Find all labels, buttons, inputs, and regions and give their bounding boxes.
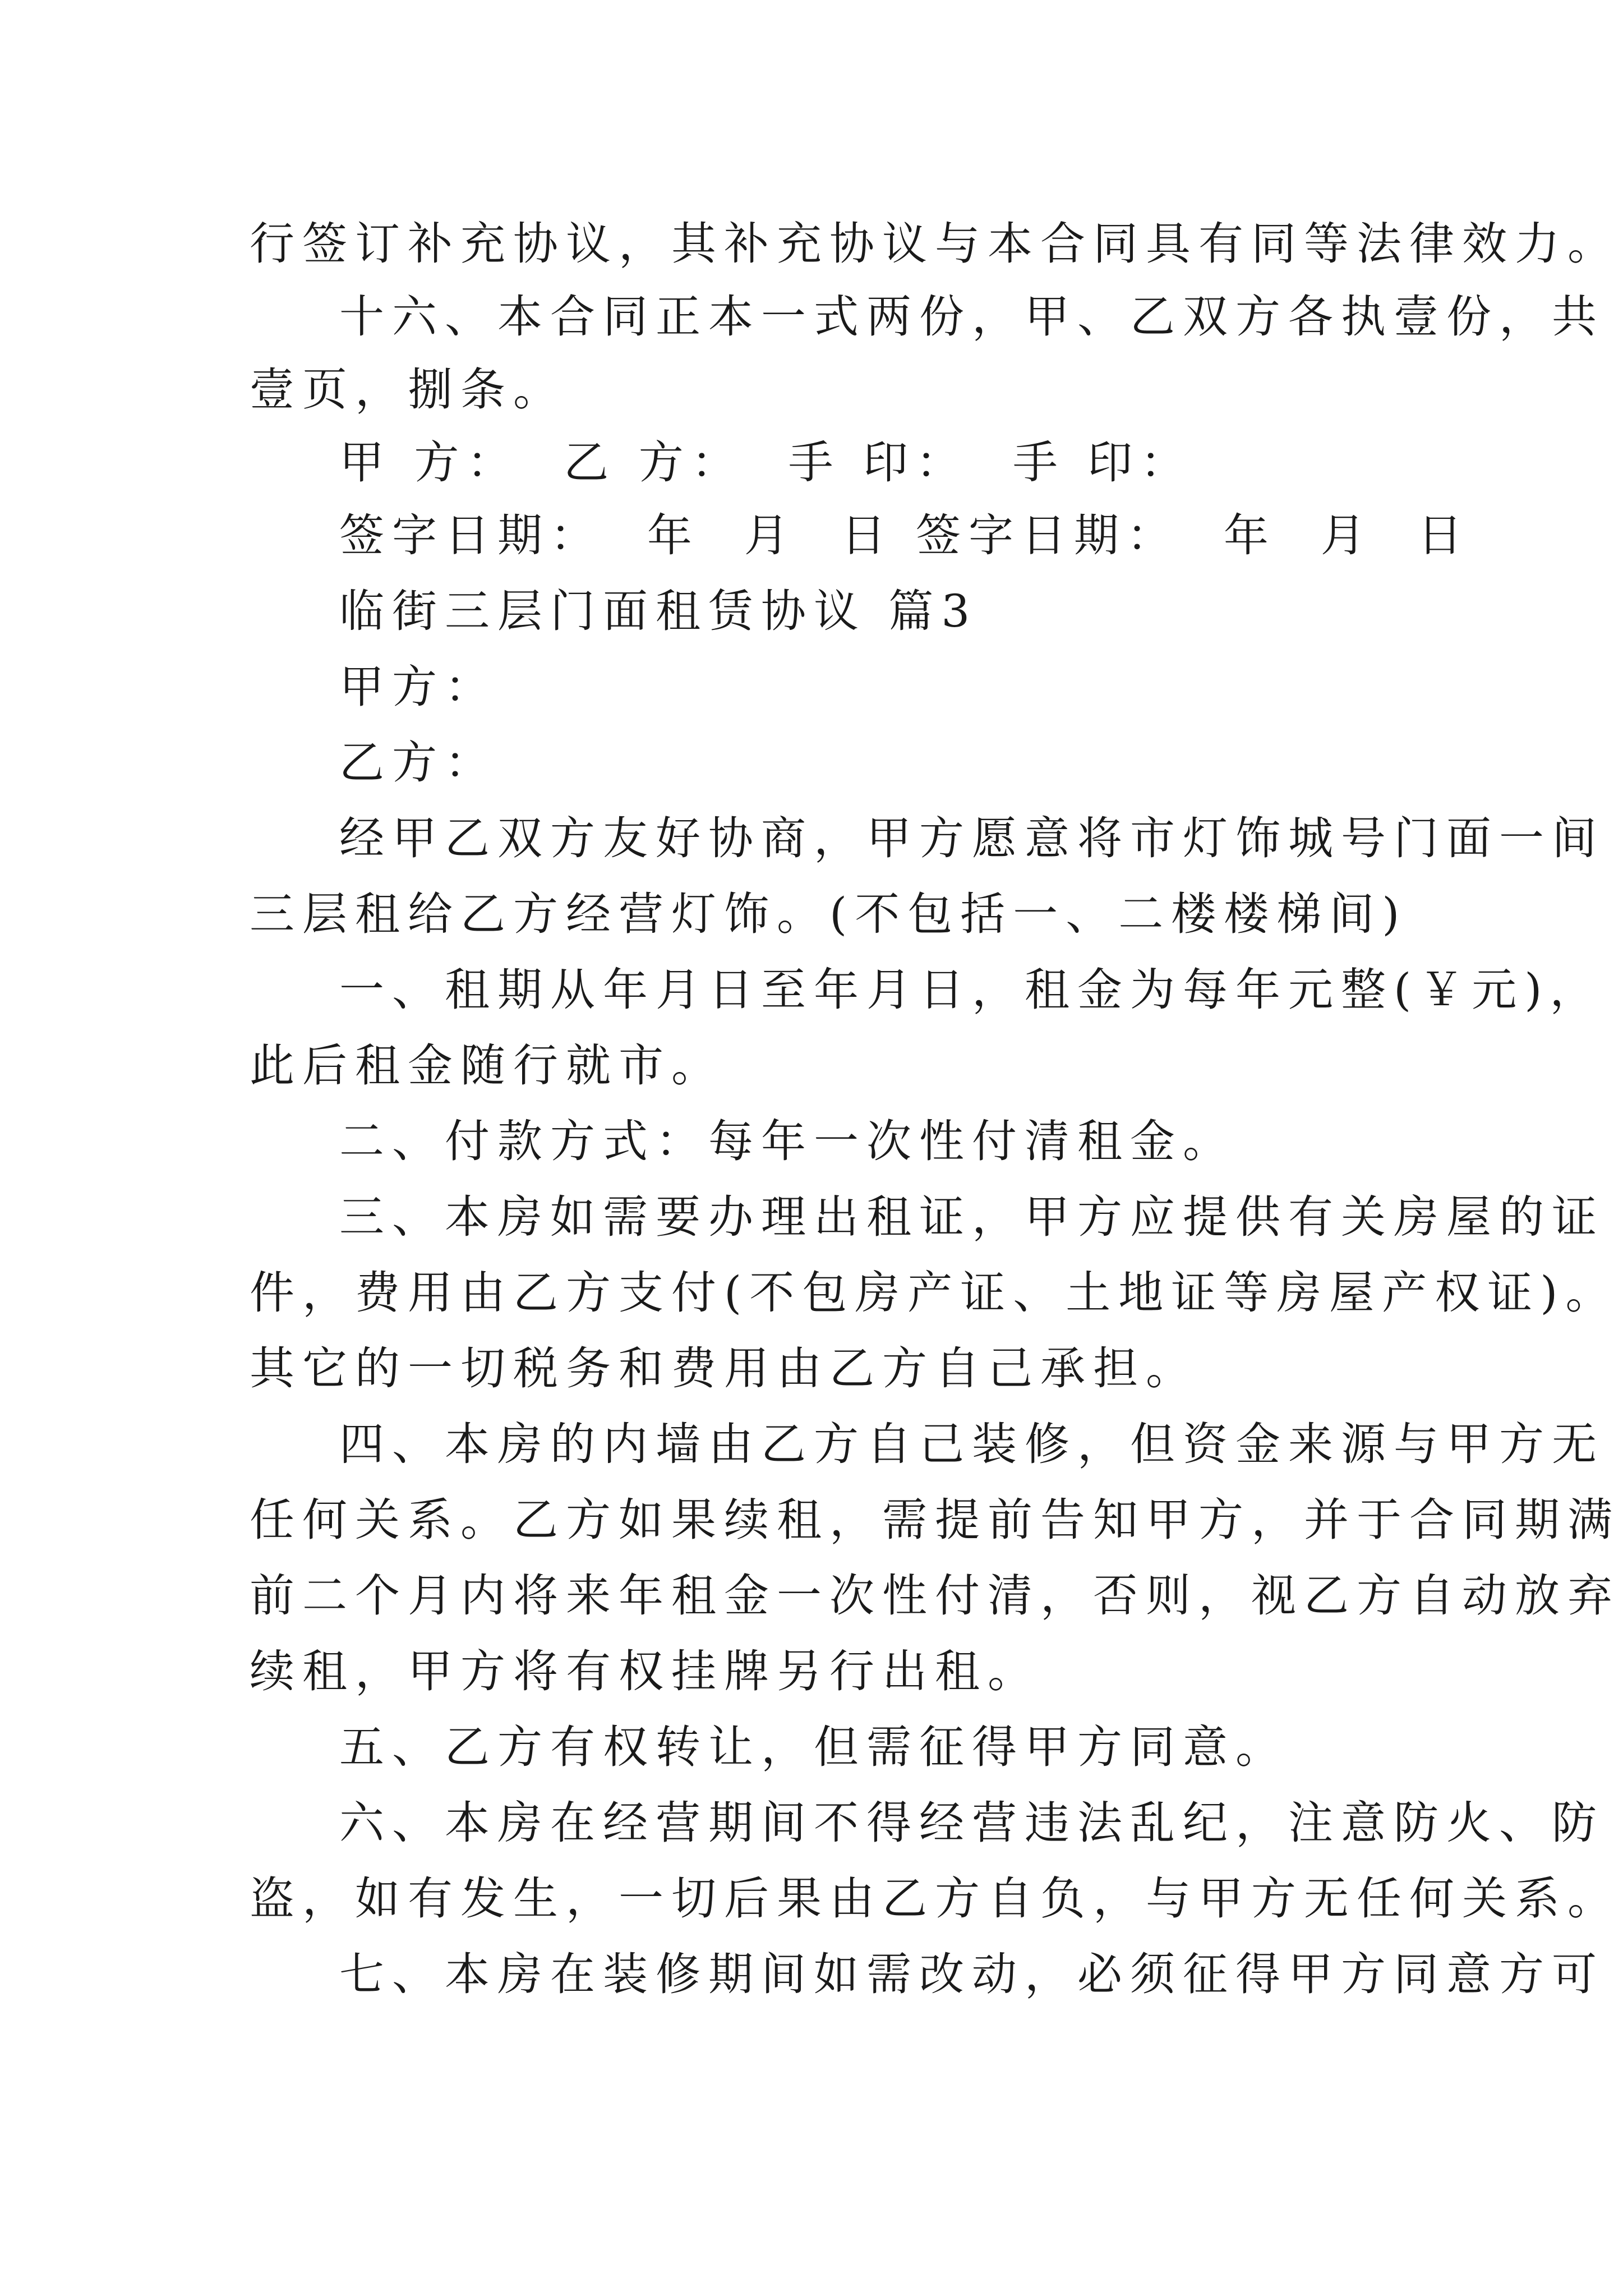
text-line: 经甲乙双方友好协商，甲方愿意将市灯饰城号门面一间 xyxy=(339,812,1604,864)
text-line: 十六、本合同正本一式两份，甲、乙双方各执壹份，共 xyxy=(339,291,1604,343)
text-line: 一、租期从年月日至年月日，租金为每年元整(￥元)， xyxy=(339,964,1603,1016)
party-b-label: 乙方： xyxy=(339,737,497,789)
text-line: 六、本房在经营期间不得经营违法乱纪，注意防火、防 xyxy=(339,1797,1604,1849)
text-line: 二、付款方式：每年一次性付清租金。 xyxy=(339,1115,1235,1167)
text-line: 七、本房在装修期间如需改动，必须征得甲方同意方可 xyxy=(339,1948,1604,2000)
text-line: 壹页，捌条。 xyxy=(250,364,566,416)
signature-date-line: 签字日期： 年 月 日 签字日期： 年 月 日 xyxy=(339,509,1470,562)
text-line: 续租，甲方将有权挂牌另行出租。 xyxy=(250,1645,1040,1697)
signature-labels: 甲 方： 乙 方： 手 印： 手 印： xyxy=(339,436,1193,489)
text-line: 盗，如有发生，一切后果由乙方自负，与甲方无任何关系。 xyxy=(250,1872,1620,1925)
text-line: 件，费用由乙方支付(不包房产证、土地证等房屋产权证)。 xyxy=(250,1267,1619,1319)
party-a-label: 甲方： xyxy=(339,661,497,713)
text-line: 任何关系。乙方如果续租，需提前告知甲方，并于合同期满 xyxy=(250,1494,1620,1546)
text-line: 此后租金随行就市。 xyxy=(250,1039,724,1092)
text-line: 其它的一切税务和费用由乙方自己承担。 xyxy=(250,1342,1198,1395)
section-title: 临街三层门面租赁协议 篇3 xyxy=(339,585,978,637)
text-line: 五、乙方有权转让，但需征得甲方同意。 xyxy=(339,1721,1288,1773)
text-line: 三、本房如需要办理出租证，甲方应提供有关房屋的证 xyxy=(339,1191,1604,1243)
text-line: 四、本房的内墙由乙方自己装修，但资金来源与甲方无 xyxy=(339,1418,1604,1470)
text-line: 行签订补充协议，其补充协议与本合同具有同等法律效力。 xyxy=(250,218,1620,270)
text-line: 前二个月内将来年租金一次性付清，否则，视乙方自动放弃 xyxy=(250,1570,1620,1622)
text-line: 三层租给乙方经营灯饰。(不包括一、二楼楼梯间) xyxy=(250,888,1408,940)
